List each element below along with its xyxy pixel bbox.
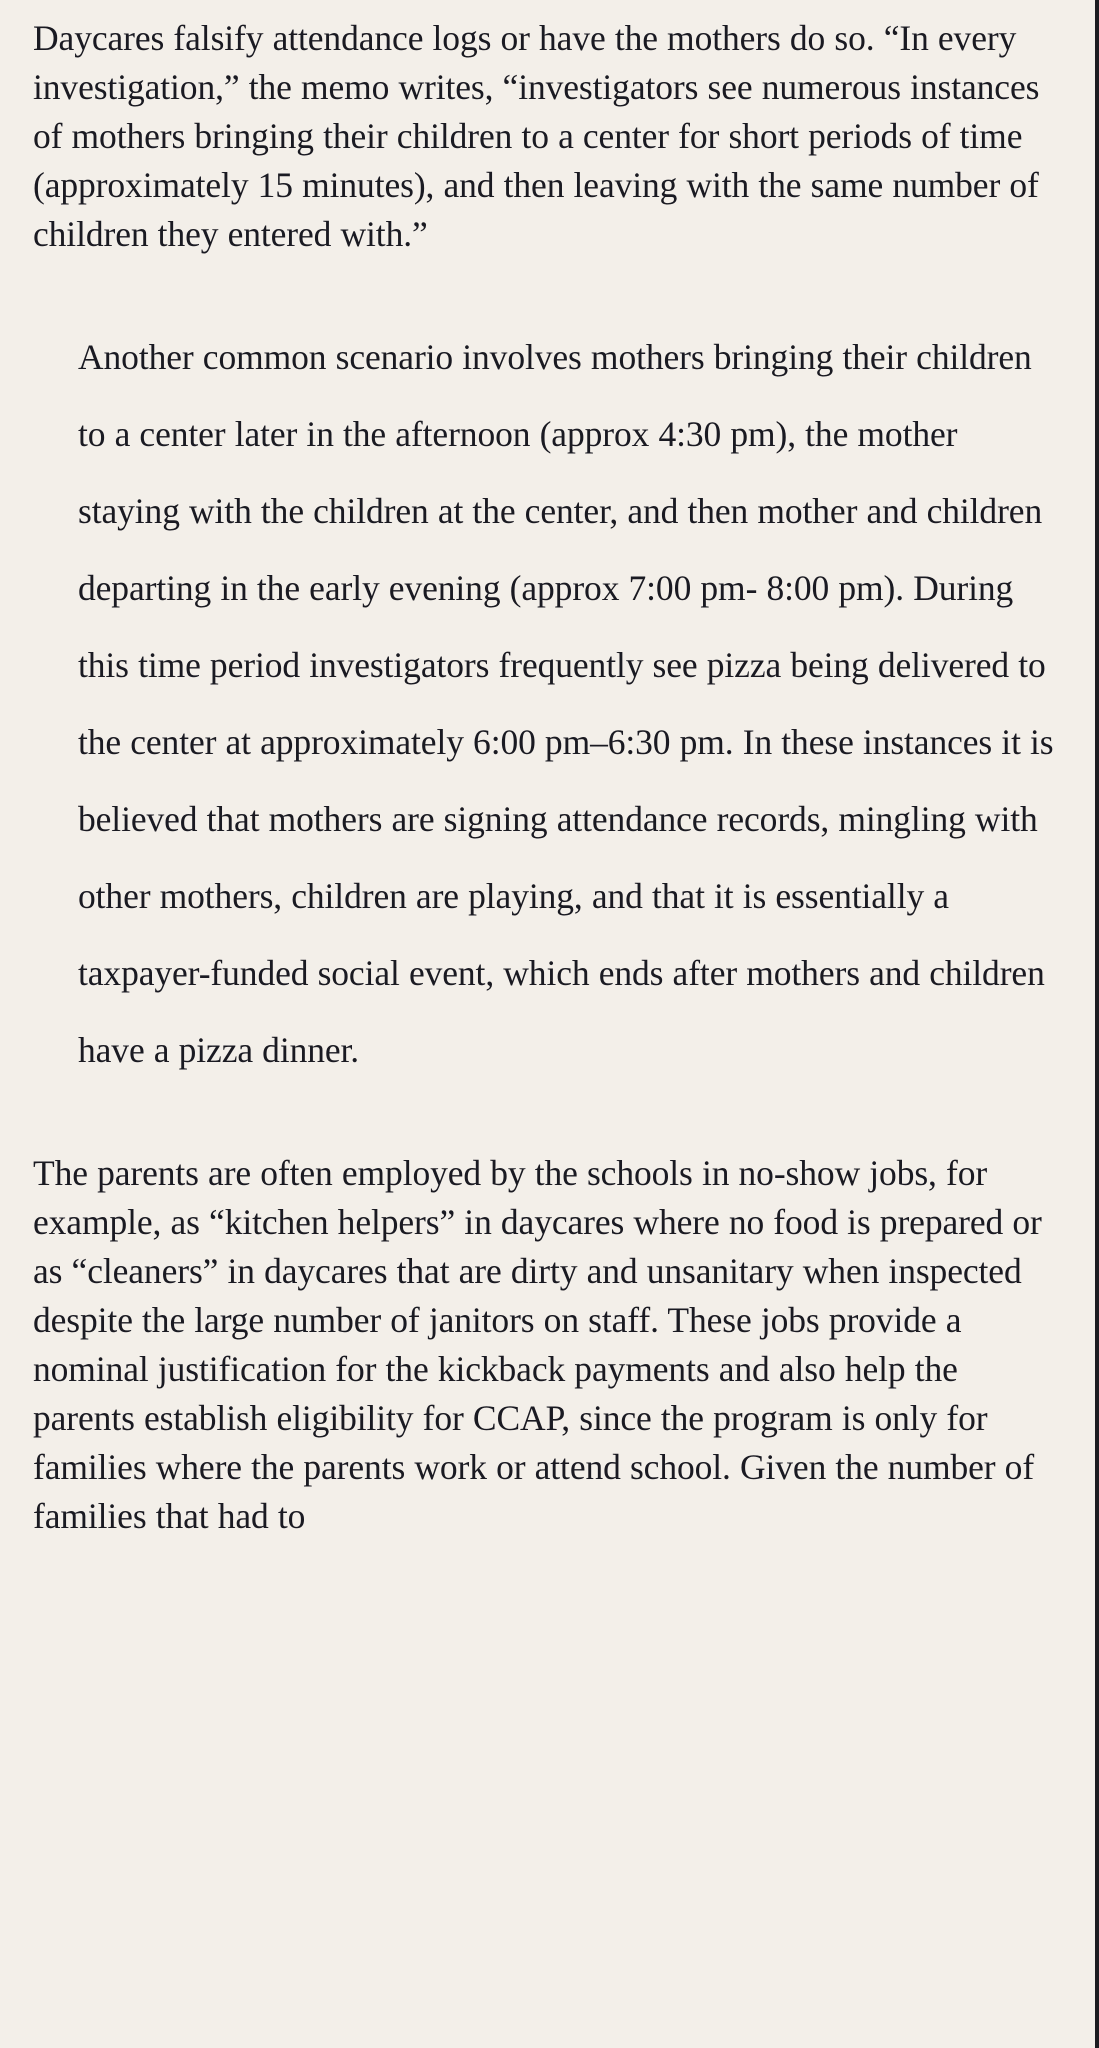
article-paragraph-2: The parents are often employed by the schools in no-show jobs, for example, as “kitchen helpers” in daycares where no food is prepared or as “cleaners” in daycares that are dirty and unsanitary when inspected despite the large number of janitors on staff. These jobs provide a nominal justification for the kickback payments and also help the parents establish eligibility for CCAP, since the program is only for families where the parents work or attend school. Given the number of families that had to: [33, 1153, 1042, 1536]
right-edge-rule: [1095, 0, 1099, 2048]
article-block-quote: [0, 319, 1092, 1089]
block-quote-text: Another common scenario involves mothers bringing their children to a center later in the afternoon (approx 4:30 pm), the mother staying with the children at the center, and then mother and children departing in the early evening (approx 7:00 pm- 8:00 pm). During this time period investigators frequently see pizza being delivered to the center at approximately 6:00 pm–6:30 pm. In these instances it is believed that mothers are signing attendance records, mingling with other mothers, children are playing, and that it is essentially a taxpayer-funded social event, which ends after mothers and children have a pizza dinner.: [78, 337, 1054, 1070]
article-paragraph-1: Daycares falsify attendance logs or have the mothers do so. “In every investigation,” the memo writes, “investigators see numerous instances of mothers bringing their children to a center for short periods of time (approximately 15 minutes), and then leaving with the same number of children they entered with.”: [33, 18, 1040, 254]
